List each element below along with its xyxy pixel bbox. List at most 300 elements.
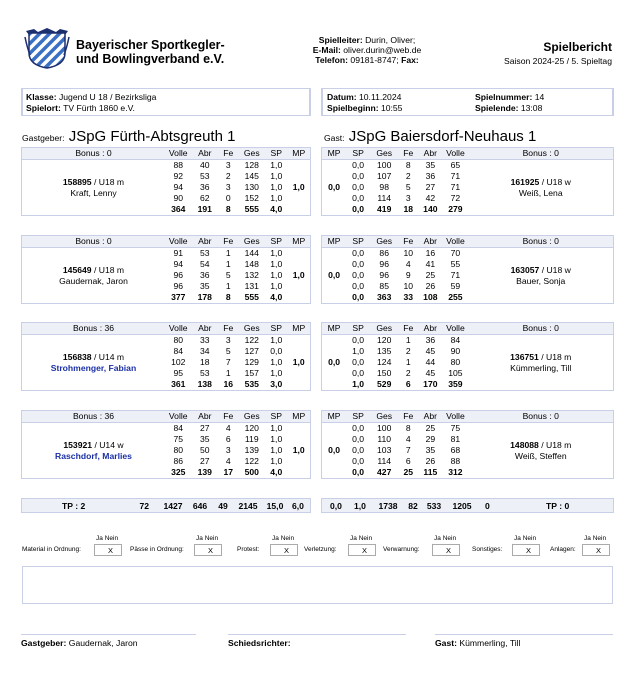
score-cell: 3: [225, 182, 231, 192]
check-mark: X: [108, 546, 114, 555]
player-mp: 1,0: [292, 182, 305, 192]
col-header: SP: [346, 323, 370, 335]
col-header: MP: [287, 323, 310, 335]
score-cell: 71: [450, 171, 461, 181]
score-cell: 0,0: [352, 456, 365, 466]
score-cell: 86: [173, 456, 184, 466]
ja-nein-header: [272, 535, 294, 542]
nein-label: Nein: [280, 535, 295, 542]
score-cell: 27: [425, 182, 436, 192]
score-cell: 0,0: [352, 467, 365, 477]
score-cell: 0: [225, 193, 231, 203]
score-cell: 4,0: [270, 204, 283, 214]
ja-label: Ja: [196, 535, 203, 542]
player-mp: 0,0: [328, 357, 341, 367]
score-cell: 35: [425, 445, 436, 455]
col-header: Ges: [370, 236, 398, 248]
guest-player-block: [321, 410, 614, 479]
home-bonus-total: 72: [139, 501, 149, 511]
player-name: Kümmerling, Till: [510, 362, 572, 373]
score-cell: 139: [244, 445, 259, 455]
col-header: Volle: [442, 323, 468, 335]
col-header: SP: [265, 236, 287, 248]
score-cell: 1,0: [270, 193, 283, 203]
score-cell: 45: [425, 368, 436, 378]
footer-home-name: Gaudernak, Jaron: [68, 638, 138, 648]
score-cell: 18: [200, 357, 210, 367]
score-cell: 3: [225, 335, 231, 345]
score-cell: 529: [377, 379, 392, 389]
score-cell: 5: [405, 182, 411, 192]
check-box[interactable]: [94, 544, 122, 556]
score-cell: 0,0: [352, 281, 365, 291]
score-cell: 4: [225, 423, 231, 433]
nein-label: Nein: [358, 535, 373, 542]
footer-home: [21, 638, 138, 648]
score-cell: 0,0: [352, 368, 365, 378]
score-cell: 91: [173, 248, 184, 258]
nein-label: Nein: [442, 535, 457, 542]
score-cell: 1: [225, 259, 231, 269]
beginn-label: Spielbeginn:: [327, 103, 379, 113]
score-cell: 98: [379, 182, 389, 192]
col-header: Volle: [442, 411, 468, 423]
score-cell: 0,0: [352, 204, 365, 214]
spielort-label: Spielort:: [26, 103, 61, 113]
score-cell: 90: [173, 193, 184, 203]
bonus-label: Bonus : 0: [22, 148, 165, 160]
score-cell: 3: [225, 160, 231, 170]
guest-player-table: [322, 236, 613, 303]
home-tp: TP : 2: [62, 501, 86, 511]
score-cell: 94: [173, 259, 184, 269]
footer-referee: [228, 638, 291, 648]
score-cell: 4: [225, 456, 231, 466]
score-cell: 36: [425, 171, 436, 181]
score-cell: 0,0: [352, 171, 365, 181]
score-cell: 105: [448, 368, 463, 378]
score-cell: 26: [425, 456, 436, 466]
player-name: Raschdorf, Marlies: [55, 450, 132, 461]
guest-team-title: [324, 128, 536, 145]
org-line1: Bayerischer Sportkegler-: [76, 38, 225, 52]
lead-name: Durin, Oliver;: [365, 35, 416, 45]
score-cell: 54: [200, 259, 210, 269]
report-header: [0, 0, 632, 80]
score-cell: 45: [425, 346, 436, 356]
score-cell: 119: [244, 434, 259, 444]
score-cell: 427: [377, 467, 392, 477]
score-cell: 72: [450, 193, 461, 203]
score-cell: 1: [225, 281, 231, 291]
player-cell: [468, 423, 613, 479]
score-cell: 86: [379, 248, 389, 258]
score-cell: 363: [377, 292, 392, 302]
guest-player-table: [322, 323, 613, 390]
player-mp: 0,0: [328, 445, 341, 455]
score-cell: 1: [225, 248, 231, 258]
score-cell: 96: [173, 281, 184, 291]
score-cell: 0,0: [352, 335, 365, 345]
score-cell: 41: [425, 259, 436, 269]
check-label: Pässe in Ordnung:: [130, 546, 184, 553]
footer-guest: [435, 638, 521, 648]
score-cell: 100: [377, 160, 392, 170]
score-cell: 3,0: [270, 379, 283, 389]
home-prefix: Gastgeber:: [22, 133, 65, 143]
guest-player-table: [322, 148, 613, 215]
check-box[interactable]: [432, 544, 460, 556]
player-name: Weiß, Steffen: [514, 450, 567, 461]
signature-line-guest: [435, 634, 613, 635]
ja-label: Ja: [96, 535, 103, 542]
score-cell: 120: [244, 423, 259, 433]
score-cell: 1,0: [270, 248, 283, 258]
score-cell: 59: [450, 281, 461, 291]
col-header: Ges: [238, 236, 265, 248]
score-cell: 75: [450, 423, 461, 433]
check-mark: X: [596, 546, 602, 555]
report-title: Spielbericht: [543, 40, 612, 54]
score-cell: 10: [403, 281, 414, 291]
score-cell: 191: [197, 204, 212, 214]
datum-value: 10.11.2024: [359, 92, 402, 102]
col-header: Fe: [218, 148, 238, 160]
score-cell: 16: [223, 379, 234, 389]
score-cell: 84: [173, 346, 184, 356]
klasse-label: Klasse:: [26, 92, 57, 102]
col-header: Abr: [418, 148, 442, 160]
col-header: SP: [265, 411, 287, 423]
match-info-right: [321, 88, 614, 116]
match-info-left: [21, 88, 311, 116]
phone-value: 09181-8747;: [350, 55, 399, 65]
score-cell: 6: [225, 434, 231, 444]
score-cell: 8: [225, 292, 231, 302]
col-header: MP: [322, 323, 346, 335]
score-cell: 0,0: [270, 346, 283, 356]
player-cell: [22, 335, 165, 391]
player-cell: [22, 160, 165, 216]
score-cell: 80: [173, 335, 184, 345]
guest-prefix: Gast:: [324, 133, 345, 143]
player-cat: / U18 m: [93, 264, 125, 275]
score-cell: 124: [377, 357, 392, 367]
signature-line-referee: [228, 634, 406, 635]
score-cell: 65: [450, 160, 461, 170]
col-header: SP: [265, 148, 287, 160]
player-cat: / U18 m: [541, 351, 572, 362]
guest-player-block: [321, 322, 614, 391]
score-cell: 131: [244, 281, 259, 291]
score-cell: 152: [244, 193, 259, 203]
footer-home-label: Gastgeber:: [21, 638, 67, 648]
score-cell: 359: [448, 379, 463, 389]
score-cell: 2: [405, 346, 411, 356]
bonus-label: Bonus : 36: [22, 323, 165, 335]
score-cell: 36: [200, 182, 210, 192]
home-player-table: [22, 411, 310, 478]
col-header: Fe: [218, 411, 238, 423]
score-cell: 8: [405, 423, 411, 433]
guest-team-name: JSpG Baiersdorf-Neuhaus 1: [348, 128, 537, 145]
score-cell: 555: [244, 292, 259, 302]
bavarian-crest-logo: [24, 27, 70, 69]
col-header: Fe: [398, 236, 418, 248]
player-mp: 0,0: [328, 270, 341, 280]
score-cell: 103: [377, 445, 392, 455]
score-cell: 2: [405, 171, 411, 181]
score-cell: 4: [405, 259, 411, 269]
email-label: E-Mail:: [312, 45, 341, 55]
nein-label: Nein: [204, 535, 219, 542]
nummer-label: Spielnummer:: [475, 92, 533, 102]
col-header: SP: [346, 411, 370, 423]
check-label: Verwarnung:: [383, 546, 420, 553]
score-cell: 148: [244, 259, 259, 269]
home-player-block: [21, 235, 311, 304]
home-team-title: [22, 128, 235, 145]
col-header: Ges: [238, 411, 265, 423]
score-cell: 81: [450, 434, 461, 444]
home-sp-total: 15,0: [266, 501, 284, 511]
col-header: SP: [346, 148, 370, 160]
score-cell: 255: [448, 292, 463, 302]
score-cell: 62: [200, 193, 210, 203]
score-cell: 9: [405, 270, 411, 280]
score-cell: 7: [405, 445, 411, 455]
player-name: Gaudernak, Jaron: [59, 275, 128, 286]
score-cell: 16: [425, 248, 436, 258]
player-cat: / U14 w: [94, 439, 124, 450]
check-label: Protest:: [237, 546, 260, 553]
col-header: SP: [265, 323, 287, 335]
home-totals: [21, 498, 311, 513]
player-id: 153921: [63, 439, 93, 450]
score-cell: 132: [244, 270, 259, 280]
score-cell: 0,0: [352, 292, 365, 302]
score-cell: 53: [200, 171, 210, 181]
score-cell: 84: [173, 423, 184, 433]
col-header: MP: [287, 236, 310, 248]
score-cell: 150: [377, 368, 392, 378]
col-header: MP: [322, 148, 346, 160]
score-cell: 1: [405, 357, 411, 367]
score-cell: 130: [244, 182, 259, 192]
ja-nein-header: [196, 535, 218, 542]
score-cell: 1,0: [270, 270, 283, 280]
score-cell: 84: [450, 335, 461, 345]
score-cell: 94: [173, 182, 184, 192]
score-cell: 0,0: [352, 270, 365, 280]
check-box[interactable]: [348, 544, 376, 556]
score-cell: 0,0: [352, 248, 365, 258]
col-header: Fe: [218, 323, 238, 335]
check-label: Anlagen:: [550, 546, 576, 553]
col-header: Fe: [398, 148, 418, 160]
notes-box[interactable]: [22, 566, 613, 604]
score-cell: 0,0: [352, 445, 365, 455]
ende-value: 13:08: [520, 103, 543, 113]
score-cell: 96: [379, 259, 389, 269]
check-label: Verletzung:: [304, 546, 337, 553]
check-box[interactable]: [582, 544, 610, 556]
footer-guest-label: Gast:: [435, 638, 457, 648]
score-cell: 7: [225, 357, 231, 367]
score-cell: 8: [225, 204, 231, 214]
ja-label: Ja: [584, 535, 591, 542]
ja-nein-header: [584, 535, 606, 542]
footer-referee-label: Schiedsrichter:: [228, 638, 291, 648]
guest-abr-total: 533: [426, 501, 442, 511]
score-cell: 95: [173, 368, 184, 378]
season-label: Saison 2024-25 / 5. Spieltag: [504, 56, 612, 66]
bonus-label: Bonus : 0: [468, 236, 613, 248]
ja-label: Ja: [434, 535, 441, 542]
score-cell: 361: [171, 379, 186, 389]
player-cell: [468, 248, 613, 304]
bonus-label: Bonus : 0: [468, 411, 613, 423]
nein-label: Nein: [104, 535, 119, 542]
player-id: 145649: [62, 264, 92, 275]
score-cell: 1,0: [270, 423, 283, 433]
score-cell: 55: [450, 259, 461, 269]
check-box[interactable]: [512, 544, 540, 556]
score-cell: 312: [448, 467, 463, 477]
score-cell: 92: [173, 171, 184, 181]
score-cell: 0,0: [352, 423, 365, 433]
ende-label: Spielende:: [475, 103, 519, 113]
score-cell: 144: [244, 248, 259, 258]
score-cell: 1,0: [270, 357, 283, 367]
bonus-label: Bonus : 36: [22, 411, 165, 423]
ja-label: Ja: [350, 535, 357, 542]
col-header: Ges: [238, 148, 265, 160]
col-header: MP: [322, 411, 346, 423]
score-cell: 107: [377, 171, 392, 181]
score-cell: 71: [450, 270, 461, 280]
player-id: 148088: [510, 439, 539, 450]
check-box[interactable]: [270, 544, 298, 556]
score-cell: 10: [403, 248, 414, 258]
fax-label: Fax:: [401, 55, 419, 65]
player-name: Strohmenger, Fabian: [50, 362, 137, 373]
score-cell: 145: [244, 171, 259, 181]
score-cell: 6: [405, 379, 411, 389]
score-cell: 70: [450, 248, 461, 258]
score-cell: 0,0: [352, 160, 365, 170]
player-id: 136751: [510, 351, 539, 362]
score-cell: 1,0: [270, 434, 283, 444]
score-cell: 80: [450, 357, 461, 367]
org-name: [76, 38, 225, 66]
score-cell: 0,0: [352, 259, 365, 269]
score-cell: 139: [197, 467, 212, 477]
player-id: 163057: [510, 264, 540, 275]
col-header: Abr: [192, 411, 219, 423]
score-cell: 4: [405, 434, 411, 444]
score-cell: 114: [377, 193, 392, 203]
score-cell: 1,0: [270, 160, 283, 170]
score-cell: 1,0: [352, 379, 365, 389]
col-header: Ges: [370, 323, 398, 335]
player-cat: / U18 w: [541, 264, 571, 275]
datum-label: Datum:: [327, 92, 357, 102]
guest-sp-total: 1,0: [354, 501, 366, 511]
player-id: 161925: [510, 176, 540, 187]
guest-tp: TP : 0: [546, 501, 570, 511]
bonus-label: Bonus : 0: [468, 148, 613, 160]
check-mark: X: [208, 546, 214, 555]
check-box[interactable]: [194, 544, 222, 556]
score-cell: 96: [173, 270, 184, 280]
org-line2: und Bowlingverband e.V.: [76, 52, 225, 66]
score-cell: 364: [171, 204, 186, 214]
score-cell: 3: [225, 445, 231, 455]
email-value: oliver.durin@web.de: [343, 45, 422, 55]
home-player-table: [22, 236, 310, 303]
score-cell: 80: [173, 445, 184, 455]
score-cell: 138: [197, 379, 212, 389]
player-cat: / U14 m: [93, 351, 125, 362]
score-cell: 0,0: [352, 182, 365, 192]
col-header: MP: [287, 148, 310, 160]
home-player-block: [21, 147, 311, 216]
guest-player-table: [322, 411, 613, 478]
player-cell: [468, 335, 613, 391]
home-player-table: [22, 148, 310, 215]
score-cell: 0,0: [352, 434, 365, 444]
player-cell: [468, 160, 613, 216]
guest-ges-total: 1738: [378, 501, 398, 511]
check-mark: X: [284, 546, 290, 555]
score-cell: 1,0: [270, 171, 283, 181]
col-header: Volle: [165, 411, 192, 423]
home-ges-total: 2145: [238, 501, 258, 511]
guest-mp-total: 0,0: [330, 501, 342, 511]
phone-label: Telefon:: [315, 55, 349, 65]
check-mark: X: [446, 546, 452, 555]
signature-line-home: [21, 634, 196, 635]
score-cell: 102: [171, 357, 186, 367]
score-cell: 96: [379, 270, 389, 280]
score-cell: 36: [200, 270, 210, 280]
home-fe-total: 49: [218, 501, 228, 511]
score-cell: 53: [200, 368, 210, 378]
score-cell: 1: [225, 368, 231, 378]
col-header: Abr: [192, 236, 219, 248]
score-cell: 75: [173, 434, 184, 444]
score-cell: 0,0: [352, 357, 365, 367]
score-cell: 40: [200, 160, 210, 170]
col-header: Volle: [442, 236, 468, 248]
score-cell: 108: [423, 292, 438, 302]
col-header: Fe: [398, 323, 418, 335]
score-cell: 100: [377, 423, 392, 433]
score-cell: 35: [425, 160, 436, 170]
ja-label: Ja: [514, 535, 521, 542]
score-cell: 157: [244, 368, 259, 378]
lead-label: Spielleiter:: [318, 35, 363, 45]
score-cell: 325: [171, 467, 186, 477]
score-cell: 178: [197, 292, 212, 302]
player-name: Kraft, Lenny: [70, 187, 117, 198]
guest-volle-total: 1205: [452, 501, 472, 511]
score-cell: 27: [200, 423, 210, 433]
guest-player-block: [321, 235, 614, 304]
score-cell: 127: [244, 346, 259, 356]
score-cell: 3: [405, 193, 411, 203]
